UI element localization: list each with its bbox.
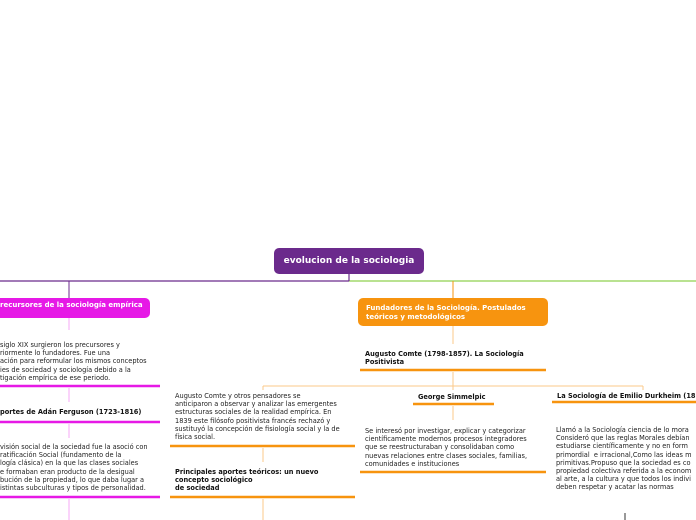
root-topic[interactable] <box>274 248 424 274</box>
comte-text: Augusto Comte y otros pensadores se anticiparon a observar y analizar las emergentes estructuras sociales de la realidad empírica. En 1839 este filósofo positivista francés rechazó y sustituyó la concepción de fisiología social y la de física social. <box>175 392 340 442</box>
root-topic-label: evolucion de la sociologia <box>283 256 415 266</box>
topic-fundadores-label: Fundadores de la Sociología. Postulados teóricos y metodológicos <box>366 304 526 321</box>
aportes-title[interactable]: Principales aportes teóricos: un nuevo concepto sociológico de sociedad <box>175 468 319 493</box>
simmel-title[interactable]: George Simmelpic <box>418 393 486 401</box>
durkheim-title[interactable]: La Sociología de Emilio Durkheim (18 <box>557 392 696 400</box>
topic-precursores[interactable] <box>0 298 150 318</box>
comte-title[interactable]: Augusto Comte (1798-1857). La Sociología Positivista <box>365 350 524 367</box>
simmel-text: Se interesó por investigar, explicar y categorizar científicamente modernos procesos integradores que se reestructuraban y consolidaban como nuevas relaciones entre clases sociales, familias, comunidades e instituciones <box>365 427 528 468</box>
ferguson-text: visión social de la sociedad fue la asoció con ratificación Social (fundamento de la logía clásica) en la que las clases sociales e formaban eran producto de la desigual bución de la propiedad, lo que daba lugar a istintas subculturas y tipos de personalidad. <box>0 443 148 493</box>
ferguson-title[interactable]: portes de Adán Ferguson (1723-1816) <box>0 408 142 416</box>
topic-fundadores[interactable] <box>358 298 548 326</box>
precursores-intro-text: siglo XIX surgieron los precursores y riormente lo fundadores. Fue una ación para reformular los mismos conceptos ies de sociedad y sociología debido a la tigación empírica de ese periodo. <box>0 341 147 382</box>
topic-precursores-label: recursores de la sociología empírica <box>0 301 143 309</box>
durkheim-text: Llamó a la Sociología ciencia de lo mora Consideró que las reglas Morales debían estudiarse científicamente y no en form primordial e irracional,Como las ideas m primitivas.Propuso que la sociedad es co propiedad colectiva referida a la econom al arte, a la cultura y que todos los indivi deben respetar y acatar las normas <box>556 426 692 492</box>
